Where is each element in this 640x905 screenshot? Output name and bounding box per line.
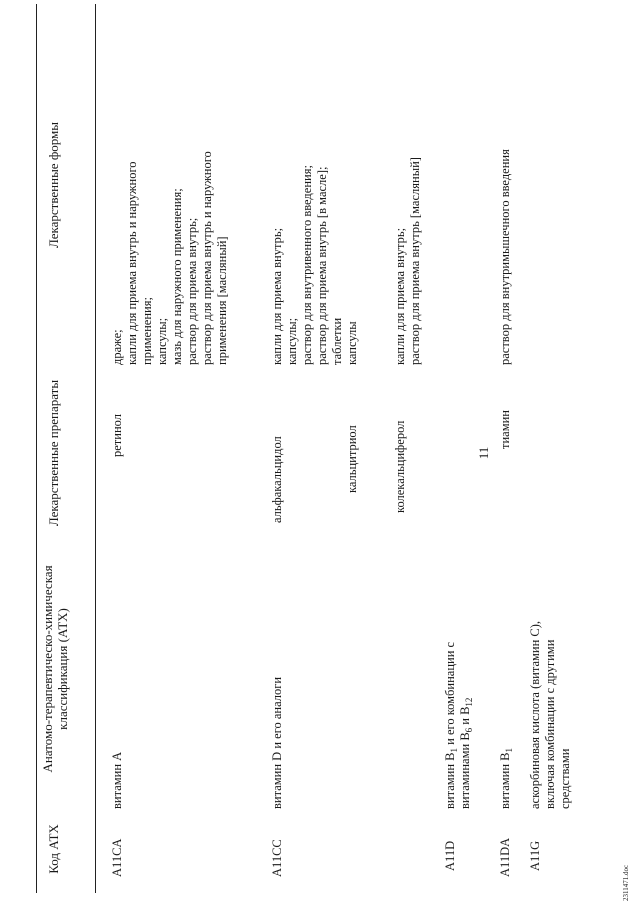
form-line: таблетки: [330, 317, 344, 365]
form-line: капли для приема внутрь;: [393, 227, 407, 365]
row-forms-alfacalcidol: [270, 165, 345, 365]
row-code-a11d: A11D: [443, 840, 457, 871]
row-code-a11cc: A11CC: [270, 839, 284, 877]
row-code-a11ca: A11CA: [110, 838, 124, 877]
form-line: капсулы;: [285, 317, 299, 365]
header-forms: Лекарственные формы: [46, 121, 61, 249]
row-code-a11g: A11G: [528, 840, 542, 871]
form-line: капли для приема внутрь;: [270, 227, 284, 365]
row-drug-calcitriol: кальцитриол: [345, 425, 359, 493]
form-line: раствор для внутривенного введения;: [300, 165, 314, 365]
row-atc-a11ca: витамин А: [110, 751, 124, 809]
row-drug-tiamin: тиамин: [498, 410, 512, 449]
form-line: мазь для наружного применения;: [170, 188, 184, 365]
header-code: Код АТХ: [46, 824, 61, 874]
row-code-a11da: A11DA: [498, 837, 512, 877]
form-line: раствор для приема внутрь и наружного: [200, 151, 214, 365]
row-forms-retinol: [110, 151, 230, 365]
row-atc-a11cc: витамин D и его аналоги: [270, 676, 284, 809]
form-line: капли для приема внутрь и наружного: [125, 161, 139, 365]
form-line: драже;: [110, 329, 124, 365]
table-top-rule: [36, 4, 37, 893]
form-line: применения [масляный]: [215, 236, 229, 365]
header-drugs: Лекарственные препараты: [46, 379, 61, 527]
row-atc-a11d: витамин $B_1$ и его комбинации с витаминами $B_6$ и $B_{12}$: [443, 641, 474, 809]
row-drug-colecalciferol: колекальциферол: [393, 420, 407, 513]
row-forms-calcitriol: капсулы: [345, 321, 359, 365]
row-forms-colecalciferol: [393, 157, 423, 365]
row-forms-tiamin: раствор для внутримышечного введения: [498, 149, 512, 365]
header-atc: Анатомо-терапевтическо-химическая классификация (АТХ): [40, 565, 70, 773]
form-line: раствор для приема внутрь;: [185, 217, 199, 365]
table-header-rule: [95, 4, 96, 893]
row-drug-retinol: ретинол: [110, 414, 124, 457]
form-line: капсулы;: [155, 317, 169, 365]
row-drug-alfacalcidol: альфакальцидол: [270, 436, 284, 523]
form-line: раствор для приема внутрь [масляный]: [408, 157, 422, 365]
footer-filename: 2311471.doc: [622, 864, 630, 901]
form-line: применения;: [140, 297, 154, 365]
row-atc-a11g: аскорбиновая кислота (витамин С), включая комбинации с другими средствами: [528, 620, 572, 809]
page-number: 11: [476, 446, 491, 460]
form-line: раствор для приема внутрь [в масле];: [315, 166, 329, 365]
row-atc-a11da: витамин $B_1$: [498, 747, 514, 809]
